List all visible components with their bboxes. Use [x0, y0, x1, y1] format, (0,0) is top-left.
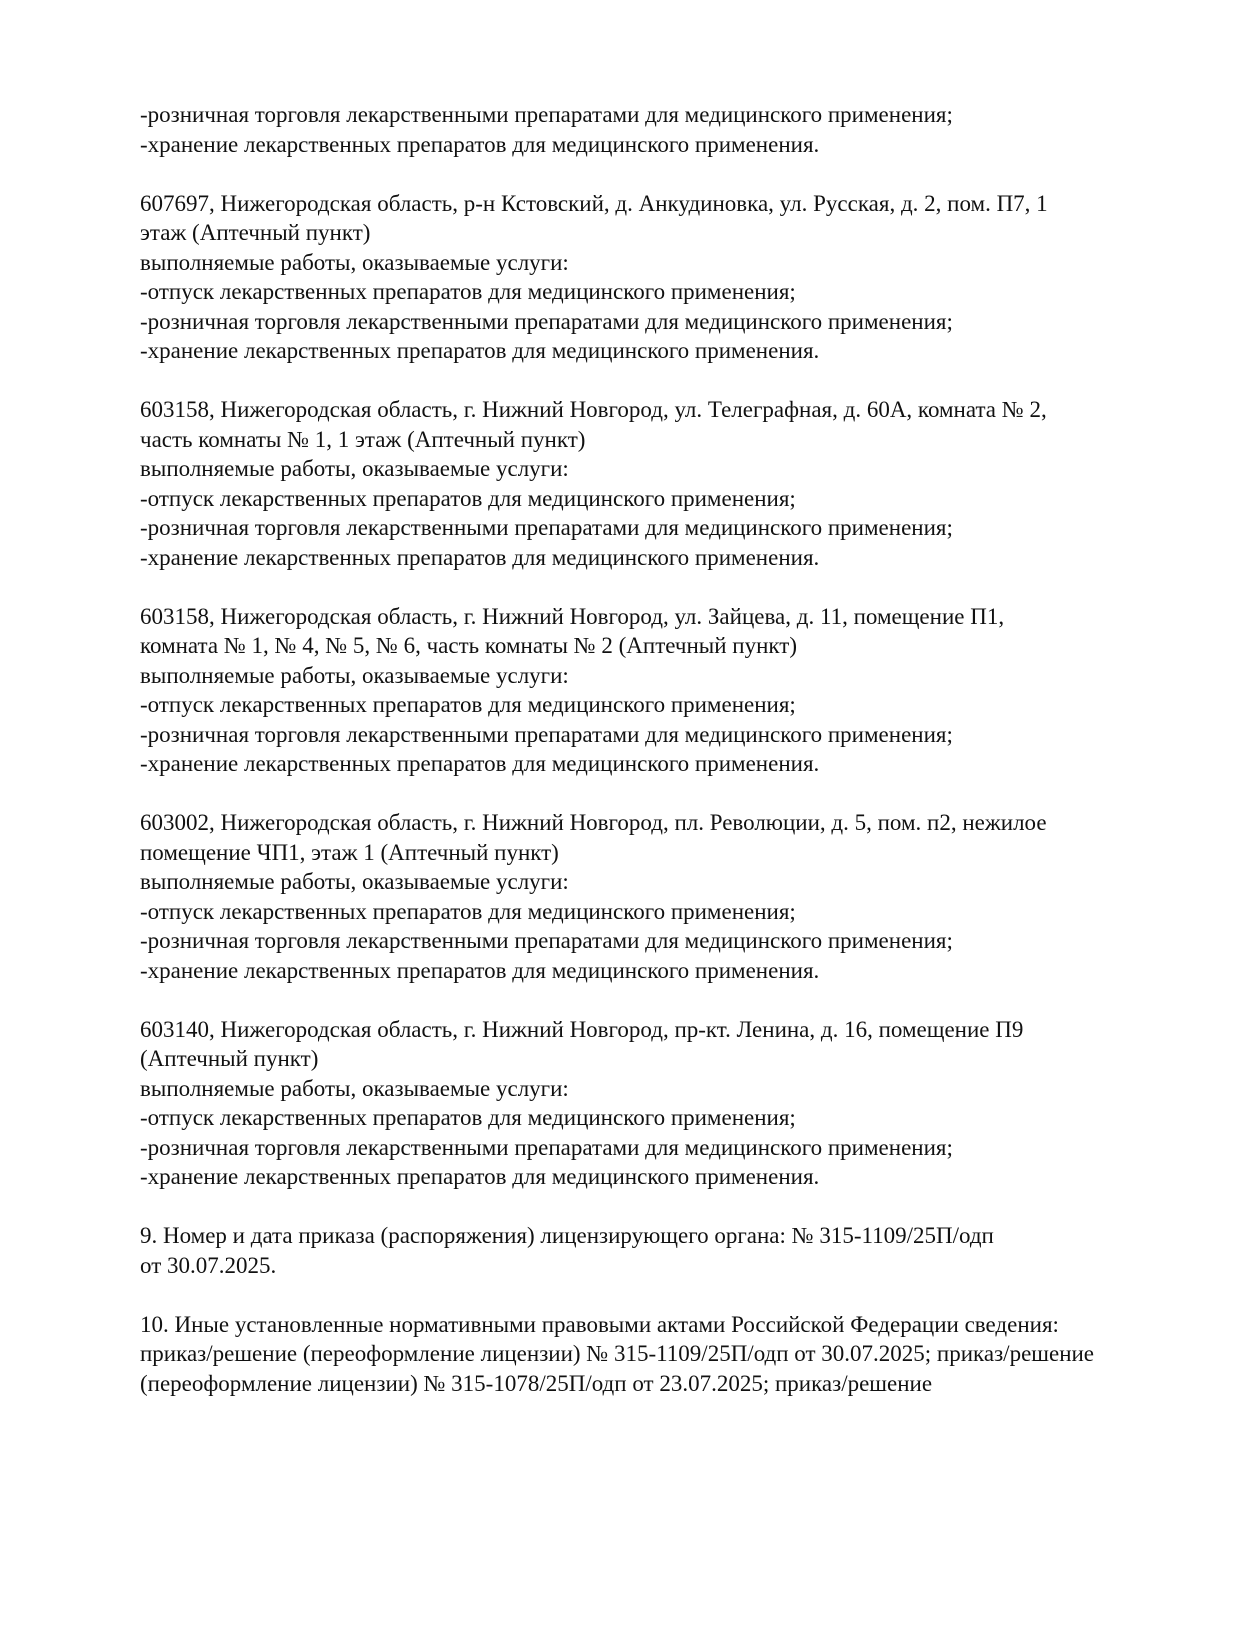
order-date-line: от 30.07.2025.	[140, 1252, 277, 1278]
service-line: -хранение лекарственных препаратов для медицинского применения.	[140, 338, 820, 363]
service-line: -хранение лекарственных препаратов для медицинского применения.	[140, 131, 820, 157]
service-line: -отпуск лекарственных препаратов для медицинского применения;	[140, 279, 796, 304]
services-heading: выполняемые работы, оказываемые услуги:	[140, 1075, 569, 1101]
services-heading: выполняемые работы, оказываемые услуги:	[140, 456, 569, 481]
order-number-line: 9. Номер и дата приказа (распоряжения) лицензирующего органа: № 315-1109/25П/одп	[140, 1223, 994, 1248]
other-info-line: приказ/решение (переоформление лицензии) № 315-1109/25П/одп от 30.07.2025; приказ/решение	[140, 1341, 1095, 1366]
address-block	[140, 602, 1140, 779]
address-line: 607697, Нижегородская область, р-н Кстовский, д. Анкудиновка, ул. Русская, д. 2, пом. П7, 1	[140, 190, 1048, 216]
services-heading: выполняемые работы, оказываемые услуги:	[140, 662, 569, 688]
address-block	[140, 1015, 1140, 1192]
intro-services-block	[140, 100, 1140, 159]
service-line: -розничная торговля лекарственными препаратами для медицинского применения;	[140, 721, 953, 747]
service-line: -отпуск лекарственных препаратов для медицинского применения;	[140, 692, 796, 717]
other-info-line: (переоформление лицензии) № 315-1078/25П/одп от 23.07.2025; приказ/решение	[140, 1370, 933, 1396]
address-line: этаж (Аптечный пункт)	[140, 220, 371, 245]
service-line: -хранение лекарственных препаратов для медицинского применения.	[140, 957, 820, 983]
address-line: 603002, Нижегородская область, г. Нижний Новгород, пл. Революции, д. 5, пом. п2, нежилое	[140, 810, 1047, 835]
service-line: -отпуск лекарственных препаратов для медицинского применения;	[140, 1105, 796, 1130]
service-line: -хранение лекарственных препаратов для медицинского применения.	[140, 544, 820, 570]
address-block	[140, 808, 1140, 985]
service-line: -розничная торговля лекарственными препаратами для медицинского применения;	[140, 515, 953, 540]
other-info-line: 10. Иные установленные нормативными правовыми актами Российской Федерации сведения:	[140, 1311, 1059, 1337]
document-page	[140, 100, 1140, 1398]
services-heading: выполняемые работы, оказываемые услуги:	[140, 249, 569, 275]
service-line: -отпуск лекарственных препаратов для медицинского применения;	[140, 898, 796, 924]
other-info-section	[140, 1310, 1140, 1399]
address-line: комната № 1, № 4, № 5, № 6, часть комнаты № 2 (Аптечный пункт)	[140, 633, 797, 658]
service-line: -хранение лекарственных препаратов для медицинского применения.	[140, 751, 820, 776]
service-line: -отпуск лекарственных препаратов для медицинского применения;	[140, 485, 796, 511]
address-block	[140, 189, 1140, 366]
services-heading: выполняемые работы, оказываемые услуги:	[140, 869, 569, 894]
service-line: -розничная торговля лекарственными препаратами для медицинского применения;	[140, 1134, 953, 1160]
service-line: -хранение лекарственных препаратов для медицинского применения.	[140, 1164, 820, 1189]
address-line: 603140, Нижегородская область, г. Нижний Новгород, пр-кт. Ленина, д. 16, помещение П9	[140, 1016, 1024, 1042]
order-number-section	[140, 1221, 1140, 1280]
address-line: помещение ЧП1, этаж 1 (Аптечный пункт)	[140, 839, 559, 865]
address-line: (Аптечный пункт)	[140, 1046, 319, 1071]
address-line: 603158, Нижегородская область, г. Нижний Новгород, ул. Телеграфная, д. 60А, комната № 2,	[140, 397, 1047, 422]
address-block	[140, 395, 1140, 572]
service-line: -розничная торговля лекарственными препаратами для медицинского применения;	[140, 102, 953, 127]
address-line: часть комнаты № 1, 1 этаж (Аптечный пункт)	[140, 426, 586, 452]
address-line: 603158, Нижегородская область, г. Нижний Новгород, ул. Зайцева, д. 11, помещение П1,	[140, 603, 1005, 629]
service-line: -розничная торговля лекарственными препаратами для медицинского применения;	[140, 308, 953, 334]
service-line: -розничная торговля лекарственными препаратами для медицинского применения;	[140, 928, 953, 953]
